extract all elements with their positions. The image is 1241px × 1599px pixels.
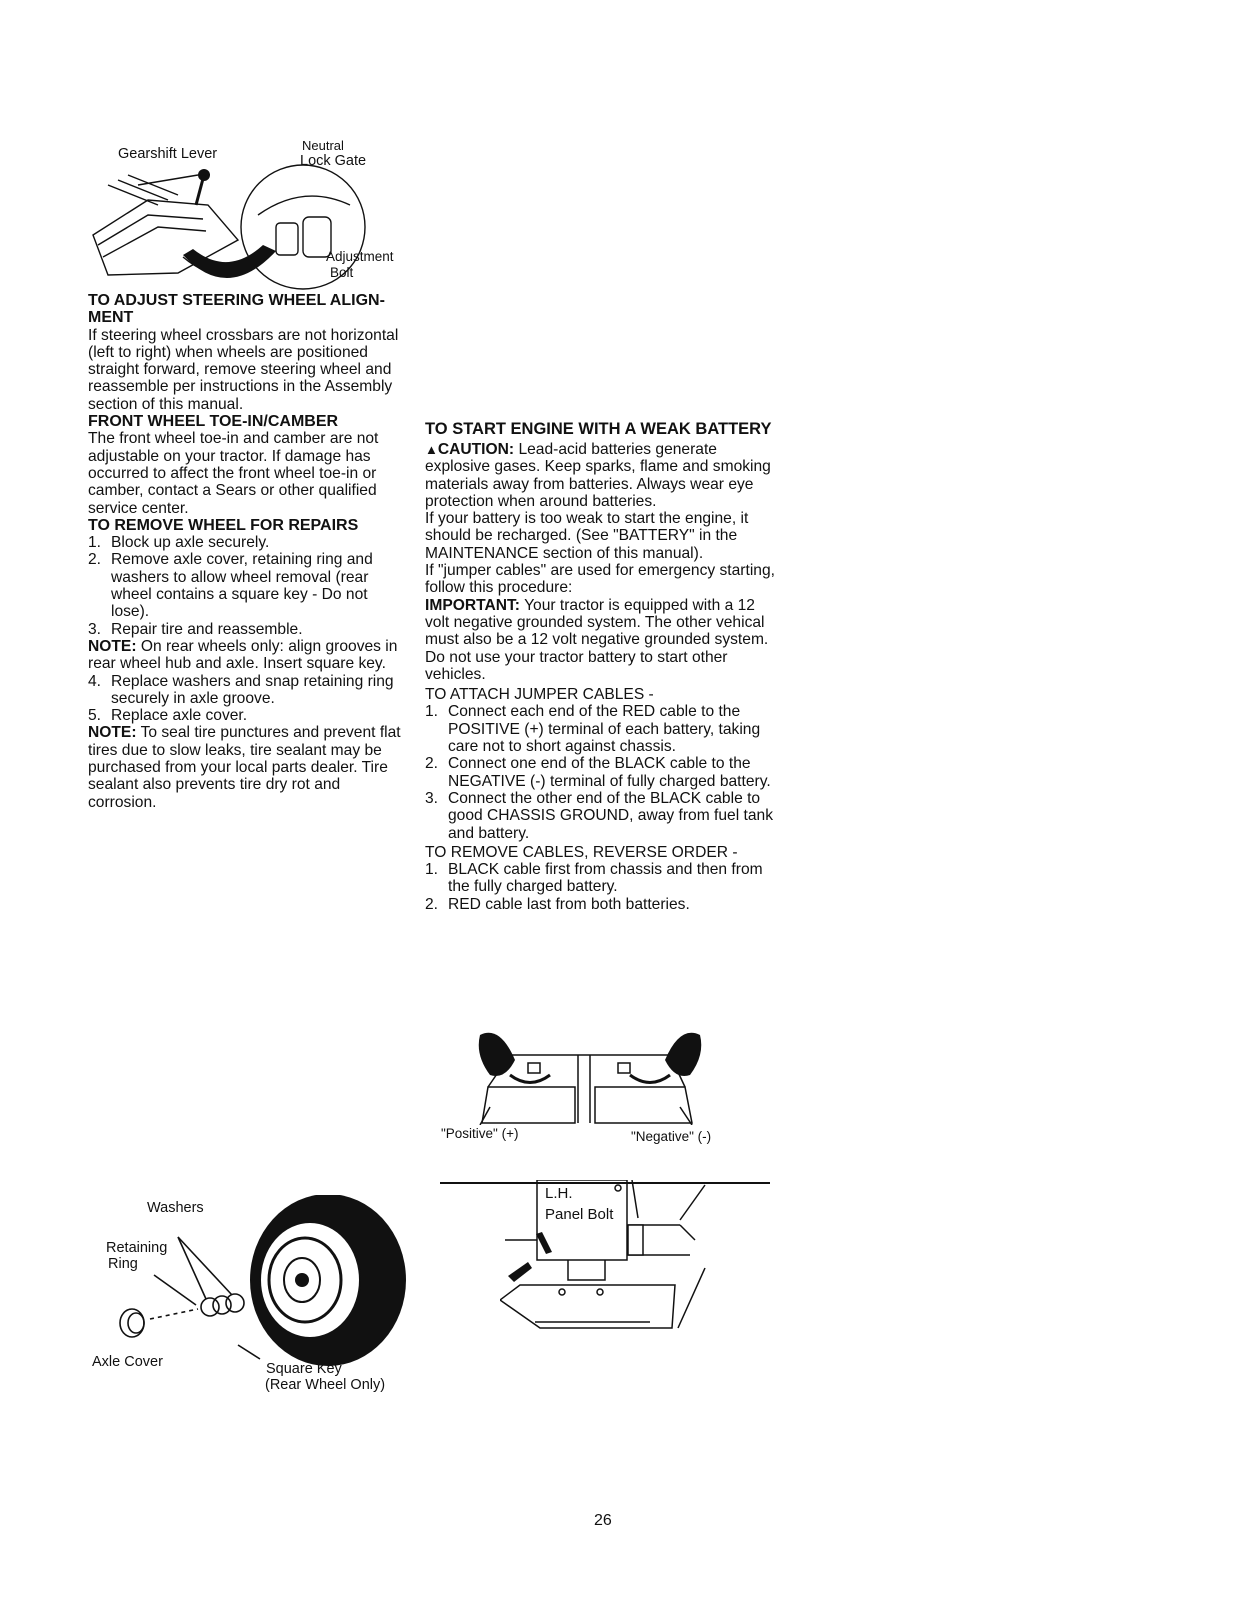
list-item [425,790,775,842]
lh-label: L.H. [545,1185,573,1202]
gearshift-lever-label: Gearshift Lever [118,146,218,162]
step-number: 2. [425,895,439,913]
caution-notice [425,441,775,510]
list-item [88,534,406,551]
step-number: 4. [88,672,102,690]
important-notice [425,597,775,683]
square-key-label: Square Key [266,1361,342,1377]
note-rear-wheels [88,638,406,673]
wheel-figure [110,1195,410,1375]
negative-label: "Negative" (-) [631,1129,712,1144]
list-item [88,707,406,724]
list-item [425,861,775,896]
step-number: 3. [88,620,102,638]
note-label: NOTE: [88,724,137,742]
adjustment-label: Adjustment [326,249,394,264]
list-item [425,703,775,755]
list-item [88,551,406,620]
heading-weak-battery: TO START ENGINE WITH A WEAK BATTERY [425,420,772,438]
step-text: Connect one end of the BLACK cable to the NEGATIVE (-) terminal of fully charged battery. [448,755,771,790]
toe-in-camber-text: The front wheel toe-in and camber are not adjustable on your tractor. If damage has occurred to affect the front wheel toe-in or camber, contact a Sears or other qualified service center. [88,430,379,517]
heading-steering-alignment: TO ADJUST STEERING WHEEL ALIGN-MENT [88,292,385,327]
right-column [425,420,775,913]
note-tire-sealant [88,724,406,810]
step-number: 1. [425,703,439,721]
step-number: 2. [425,755,439,773]
jumper-cables-text: If "jumper cables" are used for emergency starting, follow this procedure: [425,562,775,597]
positive-label: "Positive" (+) [441,1126,519,1141]
step-text: Connect each end of the RED cable to the POSITIVE (+) terminal of each battery, taking care not to short against chassis. [448,703,761,756]
note-text: To seal tire punctures and prevent flat tires due to slow leaks, tire sealant may be purchased from your local parts dealer. Tire sealant also prevents tire dry rot and corrosion. [88,724,401,811]
list-item [425,896,775,913]
neutral-label: Neutral [302,138,344,153]
heading-toe-in-camber: FRONT WHEEL TOE-IN/CAMBER [88,413,339,431]
caution-label: CAUTION: [437,441,515,458]
bolt-label: Bolt [330,265,354,280]
important-text: Your tractor is equipped with a 12 volt negative grounded system. The other vehical must also be a 12 volt negative grounded system. Do not use your tractor battery to start other vehicles. [425,596,769,683]
jumper-cables-figure [470,1025,710,1125]
left-column [88,292,406,811]
panel-bolt-label: Panel Bolt [545,1206,614,1223]
panel-bolt-illustration [500,1180,715,1332]
step-text: Remove axle cover, retaining ring and washers to allow wheel removal (rear wheel contains a square key - Do not lose). [111,551,373,621]
note-label: NOTE: [88,637,137,655]
step-text: Block up axle securely. [111,534,270,552]
retaining-label: Retaining [106,1240,168,1256]
important-label: IMPORTANT: [425,596,520,614]
caution-text: Lead-acid batteries generate explosive gases. Keep sparks, flame and smoking materials away from batteries. Always wear eye protection when around batteries. [425,441,771,510]
list-item [88,673,406,708]
step-number: 2. [88,551,102,569]
panel-bolt-figure [500,1180,715,1332]
step-text: Replace washers and snap retaining ring securely in axle groove. [111,672,394,707]
heading-remove-wheel: TO REMOVE WHEEL FOR REPAIRS [88,516,359,534]
recharge-text: If your battery is too weak to start the engine, it should be recharged. (See "BATTERY" in the MAINTENANCE section of this manual). [425,510,749,562]
step-text: Connect the other end of the BLACK cable to good CHASSIS GROUND, away from fuel tank and battery. [448,789,773,842]
note-text: On rear wheels only: align grooves in rear wheel hub and axle. Insert square key. [88,637,398,673]
list-item [88,621,406,638]
step-text: BLACK cable first from chassis and then from the fully charged battery. [448,861,763,896]
page-number: 26 [594,1512,612,1529]
step-number: 1. [425,861,439,879]
wheel-illustration [110,1195,410,1375]
step-number: 1. [88,534,102,552]
step-number: 5. [88,707,102,725]
heading-attach-cables: TO ATTACH JUMPER CABLES - [425,686,654,704]
ring-label: Ring [108,1256,138,1272]
washers-label: Washers [147,1200,204,1216]
steering-alignment-text: If steering wheel crossbars are not horizontal (left to right) when wheels are positioned straight forward, remove steering wheel and reassemble per instructions in the Assembly section of this manual. [88,326,399,413]
batteries-illustration [470,1025,710,1125]
step-text: Repair tire and reassemble. [111,620,303,638]
list-item [425,755,775,790]
rear-wheel-only-label: (Rear Wheel Only) [265,1377,386,1393]
step-number: 3. [425,789,439,807]
step-text: Replace axle cover. [111,707,248,725]
axle-cover-label: Axle Cover [92,1354,163,1370]
step-text: RED cable last from both batteries. [448,895,690,913]
heading-remove-cables: TO REMOVE CABLES, REVERSE ORDER - [425,843,738,861]
lock-gate-label: Lock Gate [300,153,367,169]
warning-triangle-icon: ▲ [425,442,438,457]
